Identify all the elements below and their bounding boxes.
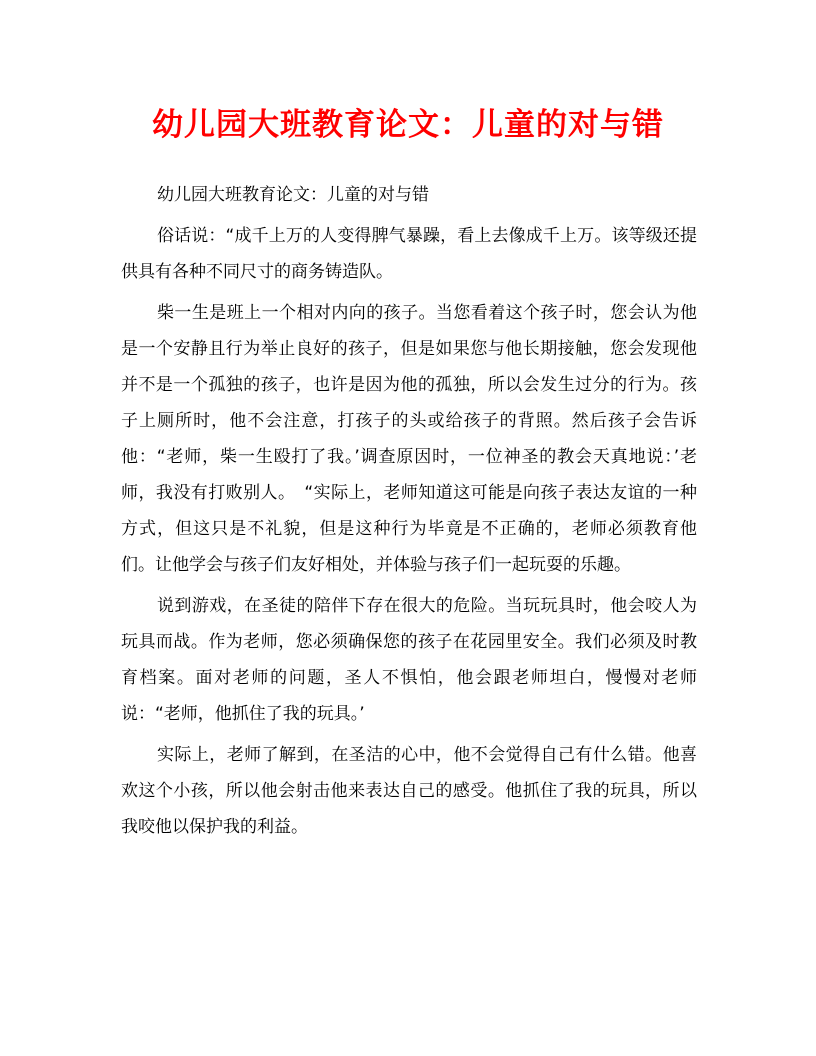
document-body — [121, 177, 697, 845]
paragraph-subtitle: 幼儿园大班教育论文：儿童的对与错 — [157, 185, 429, 205]
paragraph-1: 俗话说：“成千上万的人变得脾气暴躁，看上去像成千上万。该等级还提供具有各种不同尺寸的商务铸造队。 — [121, 226, 697, 282]
paragraph-3: 说到游戏，在圣徒的陪伴下存在很大的危险。当玩玩具时，他会咬人为玩具而战。作为老师，您必须确保您的孩子在花园里安全。我们必须及时教育档案。面对老师的问题，圣人不惧怕，他会跟老师坦白，慢慢对老师说：“老师，他抓住了我的玩具。’ — [121, 596, 697, 724]
document-title: 幼儿园大班教育论文：儿童的对与错 — [152, 107, 664, 143]
paragraph-4: 实际上，老师了解到，在圣洁的心中，他不会觉得自己有什么错。他喜欢这个小孩，所以他会射击他来表达自己的感受。他抓住了我的玩具，所以我咬他以保护我的利益。 — [121, 745, 697, 837]
paragraph-2: 柴一生是班上一个相对内向的孩子。当您看着这个孩子时，您会认为他是一个安静且行为举止良好的孩子，但是如果您与他长期接触，您会发现他并不是一个孤独的孩子，也许是因为他的孤独，所以会发生过分的行为。孩子上厕所时，他不会注意，打孩子的头或给孩子的背照。然后孩子会告诉他：“老师，柴一生殴打了我。’调查原因时，一位神圣的教会天真地说：’老师，我没有打败别人。 “实际上，老师知道这可能是向孩子表达友谊的一种方式，但这只是不礼貌，但是这种行为毕竟是不正确的，老师必须教育他们。让他学会与孩子们友好相处，并体验与孩子们一起玩耍的乐趣。 — [121, 303, 697, 575]
